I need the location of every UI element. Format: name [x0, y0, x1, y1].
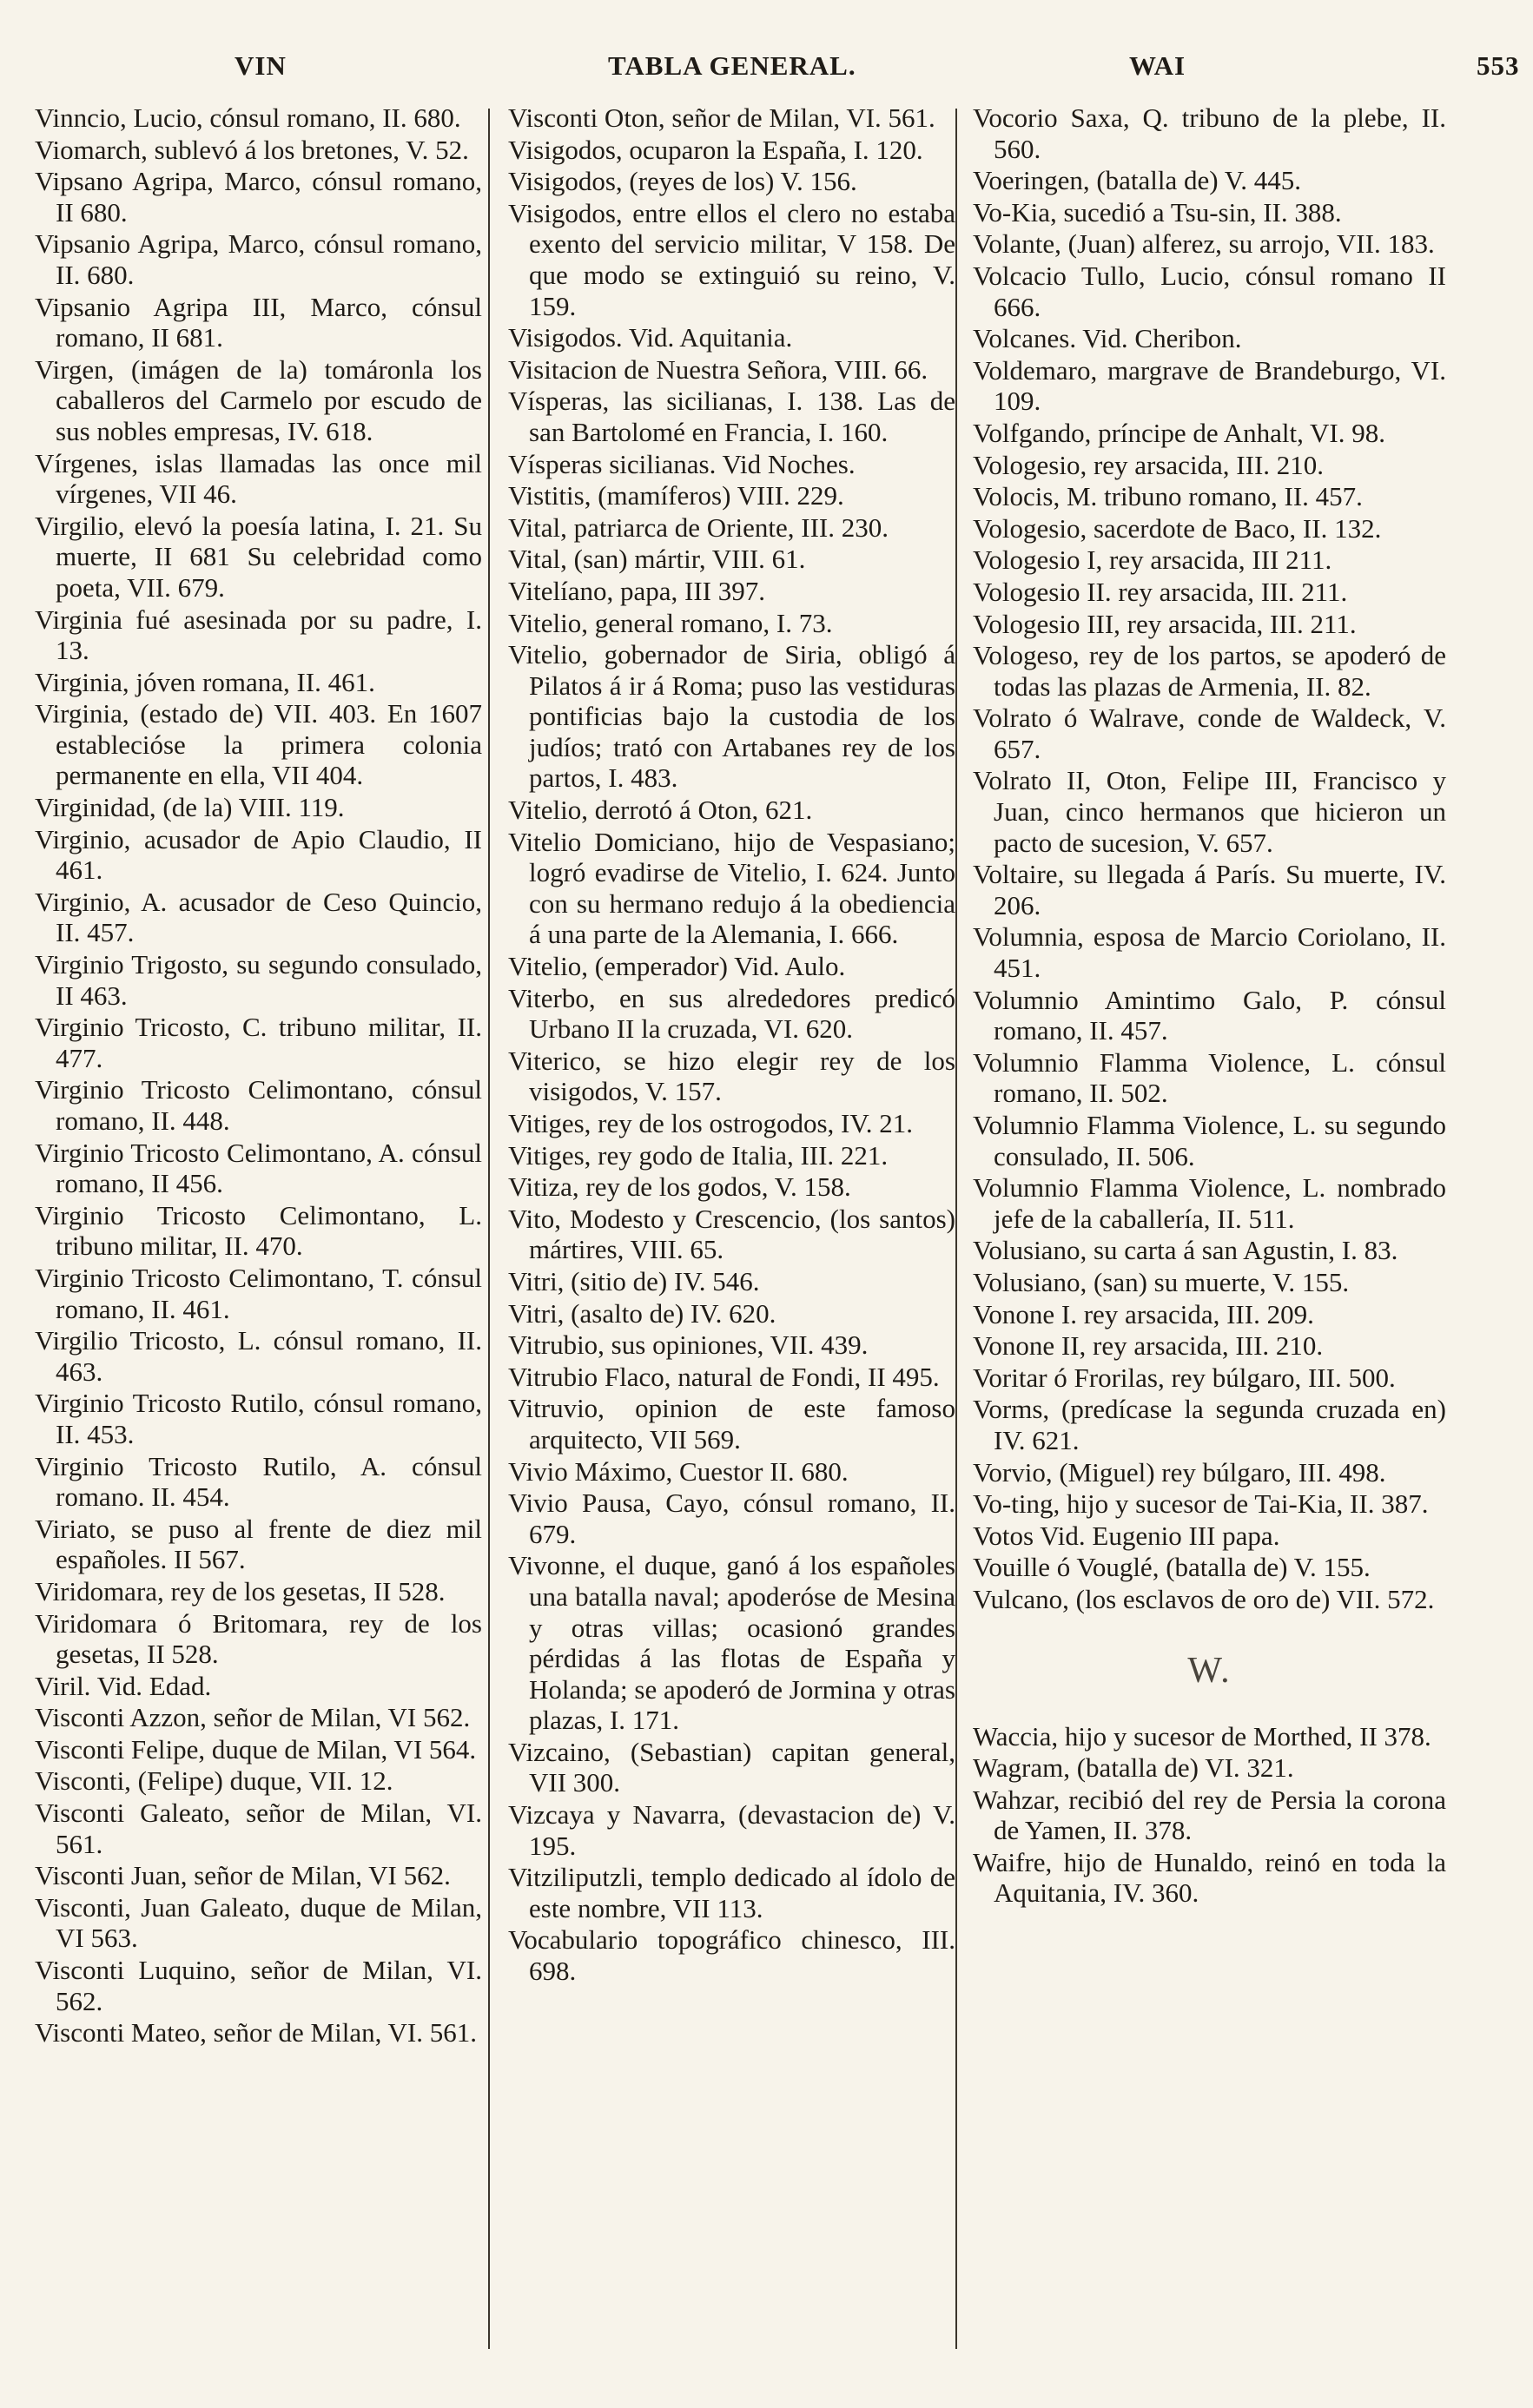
index-entry: Visconti, Juan Galeato, duque de Milan, VI 563. [35, 1891, 482, 1954]
index-entry: Vologesio III, rey arsacida, III. 211. [973, 608, 1357, 639]
index-entry: Vipsano Agripa, Marco, cónsul romano, II 680. [35, 166, 482, 228]
index-entry: Virginio Tricosto Celimontano, L. tribuno militar, II. 470. [35, 1199, 482, 1262]
index-entry: Volusiano, su carta á san Agustin, I. 83. [973, 1235, 1398, 1266]
index-entry: Visconti, (Felipe) duque, VII. 12. [35, 1765, 393, 1797]
index-entry: Vologesio II. rey arsacida, III. 211. [973, 576, 1348, 607]
index-entry: Wagram, (batalla de) VI. 321. [973, 1752, 1294, 1784]
index-entry: Visconti Mateo, señor de Milan, VI. 561. [35, 2017, 477, 2048]
index-entry: Vitelíano, papa, III 397. [508, 575, 765, 606]
index-entry: Vitri, (sitio de) IV. 546. [508, 1265, 760, 1296]
index-entry: Vipsanio Agripa, Marco, cónsul romano, II. 680. [35, 228, 482, 290]
index-entry: Virginia fué asesinada por su padre, I. 13. [35, 604, 482, 666]
index-entry: Virgilio, elevó la poesía latina, I. 21. Su muerte, II 681 Su celebridad como poeta, VII. 679. [35, 510, 482, 603]
index-entry: Vorms, (predícase la segunda cruzada en) IV. 621. [973, 1394, 1446, 1455]
index-entry: Vito, Modesto y Crescencio, (los santos) mártires, VIII. 65. [508, 1203, 955, 1265]
index-column-3 [973, 102, 1446, 1910]
index-entry: Virgen, (imágen de la) tomáronla los caballeros del Carmelo por escudo de sus nobles empresas, IV. 618. [35, 353, 482, 446]
index-entry: Vitrubio Flaco, natural de Fondi, II 495. [508, 1361, 940, 1392]
column-divider [955, 109, 957, 2349]
section-letter-heading: W. [1187, 1650, 1232, 1691]
index-entry: Vírgenes, islas llamadas las once mil vírgenes, VII 46. [35, 447, 482, 510]
index-entry: Vitelio, general romano, I. 73. [508, 607, 833, 638]
index-entry: Volante, (Juan) alferez, su arrojo, VII. 183. [973, 228, 1435, 260]
index-entry: Viril. Vid. Edad. [35, 1670, 212, 1701]
index-entry: Vologesio I, rey arsacida, III 211. [973, 544, 1332, 576]
index-entry: Volumnia, esposa de Marcio Coriolano, II. 451. [973, 921, 1446, 984]
index-entry: Virginio Tricosto, C. tribuno militar, II. 477. [35, 1012, 482, 1073]
index-entry: Vizcaino, (Sebastian) capitan general, VII 300. [508, 1736, 955, 1798]
index-entry: Vulcano, (los esclavos de oro de) VII. 572. [973, 1583, 1435, 1614]
index-entry: Volcacio Tullo, Lucio, cónsul romano II 666. [973, 260, 1446, 322]
header-title: TABLA GENERAL. [608, 50, 856, 81]
index-entry: Visigodos, entre ellos el clero no estaba exento del servicio militar, V 158. De que modo se extinguió su reino, V. 159. [508, 197, 955, 321]
index-entry: Vivio Máximo, Cuestor II. 680. [508, 1455, 849, 1487]
index-entry: Visigodos, ocuparon la España, I. 120. [508, 134, 923, 165]
index-entry: Vivio Pausa, Cayo, cónsul romano, II. 679. [508, 1488, 955, 1549]
index-entry: Volumnio Flamma Violence, L. nombrado jefe de la caballería, II. 511. [973, 1172, 1446, 1234]
index-entry: Visigodos, (reyes de los) V. 156. [508, 166, 857, 197]
index-entry: Wahzar, recibió del rey de Persia la corona de Yamen, II. 378. [973, 1784, 1446, 1846]
index-entry: Vo-Kia, sucedió a Tsu-sin, II. 388. [973, 196, 1342, 228]
index-entry: Visitacion de Nuestra Señora, VIII. 66. [508, 353, 928, 385]
index-entry: Waccia, hijo y sucesor de Morthed, II 378. [973, 1720, 1431, 1752]
index-entry: Vitelio, gobernador de Siria, obligó á Pilatos á ir á Roma; puso las vestiduras pontificias bajo la custodia de los judíos; trató con Artabanes rey de los partos, I. 483. [508, 639, 955, 794]
index-entry: Virginio Tricosto Celimontano, A. cónsul romano, II 456. [35, 1137, 482, 1199]
index-column-2 [508, 102, 955, 1988]
index-entry: Volumnio Amintimo Galo, P. cónsul romano, II. 457. [973, 984, 1446, 1046]
index-entry: Vitrubio, sus opiniones, VII. 439. [508, 1329, 869, 1361]
index-entry: Virginio, acusador de Apio Claudio, II 461. [35, 823, 482, 886]
header-right-guide-word: WAI [1129, 50, 1186, 81]
index-entry: Vologesio, rey arsacida, III. 210. [973, 449, 1325, 480]
index-entry: Vonone II, rey arsacida, III. 210. [973, 1330, 1324, 1362]
index-entry: Vologeso, rey de los partos, se apoderó de todas las plazas de Armenia, II. 82. [973, 640, 1446, 702]
index-entry: Volocis, M. tribuno romano, II. 457. [973, 481, 1363, 512]
index-entry: Vipsanio Agripa III, Marco, cónsul romano, II 681. [35, 291, 482, 353]
index-entry: Vitiges, rey godo de Italia, III. 221. [508, 1139, 889, 1171]
index-entry: Viridomara ó Britomara, rey de los gesetas, II 528. [35, 1607, 482, 1670]
index-entry: Vistitis, (mamíferos) VIII. 229. [508, 480, 844, 511]
index-entry: Visconti Oton, señor de Milan, VI. 561. [508, 102, 935, 133]
index-entry: Vitiges, rey de los ostrogodos, IV. 21. [508, 1108, 913, 1138]
index-entry: Vitri, (asalto de) IV. 620. [508, 1297, 776, 1329]
index-entry: Virginio Tricosto Rutilo, A. cónsul romano. II. 454. [35, 1450, 482, 1513]
index-entry: Virginio Tricosto Celimontano, cónsul romano, II. 448. [35, 1074, 482, 1136]
index-entry: Vouille ó Vouglé, (batalla de) V. 155. [973, 1552, 1371, 1583]
index-entry: Vitelio Domiciano, hijo de Vespasiano; logró evadirse de Vitelio, I. 624. Junto con su hermano redujo á la obediencia á una parte de la Alemania, I. 666. [508, 826, 955, 950]
index-entry: Volcanes. Vid. Cheribon. [973, 323, 1242, 354]
page-header [0, 50, 1533, 102]
header-left-guide-word: VIN [235, 50, 287, 81]
index-entry: Vocabulario topográfico chinesco, III. 698. [508, 1924, 955, 1987]
index-entry: Virginio Tricosto Rutilo, cónsul romano, II. 453. [35, 1388, 482, 1449]
index-entry: Visconti Galeato, señor de Milan, VI. 561. [35, 1798, 482, 1859]
index-entry: Vizcaya y Navarra, (devastacion de) V. 195. [508, 1799, 955, 1861]
index-entry: Virginio Trigosto, su segundo consulado, II 463. [35, 949, 482, 1011]
index-entry: Vitziliputzli, templo dedicado al ídolo de este nombre, VII 113. [508, 1862, 955, 1923]
index-entry: Visigodos. Vid. Aquitania. [508, 322, 793, 353]
index-entry: Vocorio Saxa, Q. tribuno de la plebe, II. 560. [973, 102, 1446, 164]
index-entry: Vivonne, el duque, ganó á los españoles una batalla naval; apoderóse de Mesina y otras villas; ocasionó grandes pérdidas á las flotas de España y Holanda; se apoderó de Jormina y otras plazas, I. 171. [508, 1550, 955, 1736]
index-entry: Vitelio, (emperador) Vid. Aulo. [508, 951, 846, 982]
index-entry: Vital, (san) mártir, VIII. 61. [508, 544, 806, 575]
index-entry: Vinncio, Lucio, cónsul romano, II. 680. [35, 102, 461, 133]
index-entry: Volusiano, (san) su muerte, V. 155. [973, 1266, 1350, 1297]
index-entry: Vonone I. rey arsacida, III. 209. [973, 1298, 1314, 1329]
index-entry: Viomarch, sublevó á los bretones, V. 52. [35, 134, 469, 165]
index-entry: Viterico, se hizo elegir rey de los visigodos, V. 157. [508, 1045, 955, 1107]
index-column-1 [35, 102, 482, 2049]
index-entry: Virginia, jóven romana, II. 461. [35, 666, 375, 697]
index-entry: Viterbo, en sus alrededores predicó Urbano II la cruzada, VI. 620. [508, 982, 955, 1045]
index-entry: Voltaire, su llegada á París. Su muerte, IV. 206. [973, 859, 1446, 920]
index-entry: Voeringen, (batalla de) V. 445. [973, 165, 1301, 196]
index-entry: Vitelio, derrotó á Oton, 621. [508, 795, 813, 826]
index-entry: Voritar ó Frorilas, rey búlgaro, III. 500. [973, 1362, 1396, 1393]
index-entry: Vitruvio, opinion de este famoso arquitecto, VII 569. [508, 1393, 955, 1455]
index-entry: Virginia, (estado de) VII. 403. En 1607 establecióse la primera colonia permanente en ella, VII 404. [35, 698, 482, 791]
index-entry: Vísperas, las sicilianas, I. 138. Las de san Bartolomé en Francia, I. 160. [508, 386, 955, 447]
index-entry: Visconti Juan, señor de Milan, VI 562. [35, 1860, 451, 1891]
index-entry: Volfgando, príncipe de Anhalt, VI. 98. [973, 417, 1385, 448]
index-entry: Vital, patriarca de Oriente, III. 230. [508, 511, 889, 543]
index-entry: Volumnio Flamma Violence, L. su segundo consulado, II. 506. [973, 1110, 1446, 1171]
index-entry: Virginio, A. acusador de Ceso Quincio, II. 457. [35, 886, 482, 948]
index-entry: Vologesio, sacerdote de Baco, II. 132. [973, 512, 1382, 544]
index-entry: Virginio Tricosto Celimontano, T. cónsul romano, II. 461. [35, 1262, 482, 1324]
column-divider [488, 109, 490, 2349]
index-entry: Volrato ó Walrave, conde de Waldeck, V. 657. [973, 703, 1446, 764]
index-entry: Visconti Luquino, señor de Milan, VI. 562. [35, 1955, 482, 2016]
index-entry: Vo-ting, hijo y sucesor de Tai-Kia, II. 387. [973, 1488, 1429, 1520]
index-entry: Voldemaro, margrave de Brandeburgo, VI. 109. [973, 354, 1446, 417]
index-entry: Votos Vid. Eugenio III papa. [973, 1520, 1280, 1551]
page-number: 553 [1477, 50, 1520, 81]
index-entry: Vorvio, (Miguel) rey búlgaro, III. 498. [973, 1456, 1386, 1488]
index-entry: Vitiza, rey de los godos, V. 158. [508, 1171, 851, 1203]
index-entry: Volrato II, Oton, Felipe III, Francisco y Juan, cinco hermanos que hicieron un pacto de sucesion, V. 657. [973, 765, 1446, 858]
index-entry: Volumnio Flamma Violence, L. cónsul romano, II. 502. [973, 1046, 1446, 1109]
index-entry: Virginidad, (de la) VIII. 119. [35, 792, 345, 823]
index-entry: Virgilio Tricosto, L. cónsul romano, II. 463. [35, 1325, 482, 1387]
index-entry: Viriato, se puso al frente de diez mil españoles. II 567. [35, 1513, 482, 1575]
index-entry: Visconti Felipe, duque de Milan, VI 564. [35, 1733, 477, 1765]
index-entry: Waifre, hijo de Hunaldo, reinó en toda la Aquitania, IV. 360. [973, 1846, 1446, 1909]
index-entry: Visconti Azzon, señor de Milan, VI 562. [35, 1702, 471, 1733]
index-entry: Viridomara, rey de los gesetas, II 528. [35, 1575, 446, 1606]
index-entry: Vísperas sicilianas. Vid Noches. [508, 448, 856, 479]
